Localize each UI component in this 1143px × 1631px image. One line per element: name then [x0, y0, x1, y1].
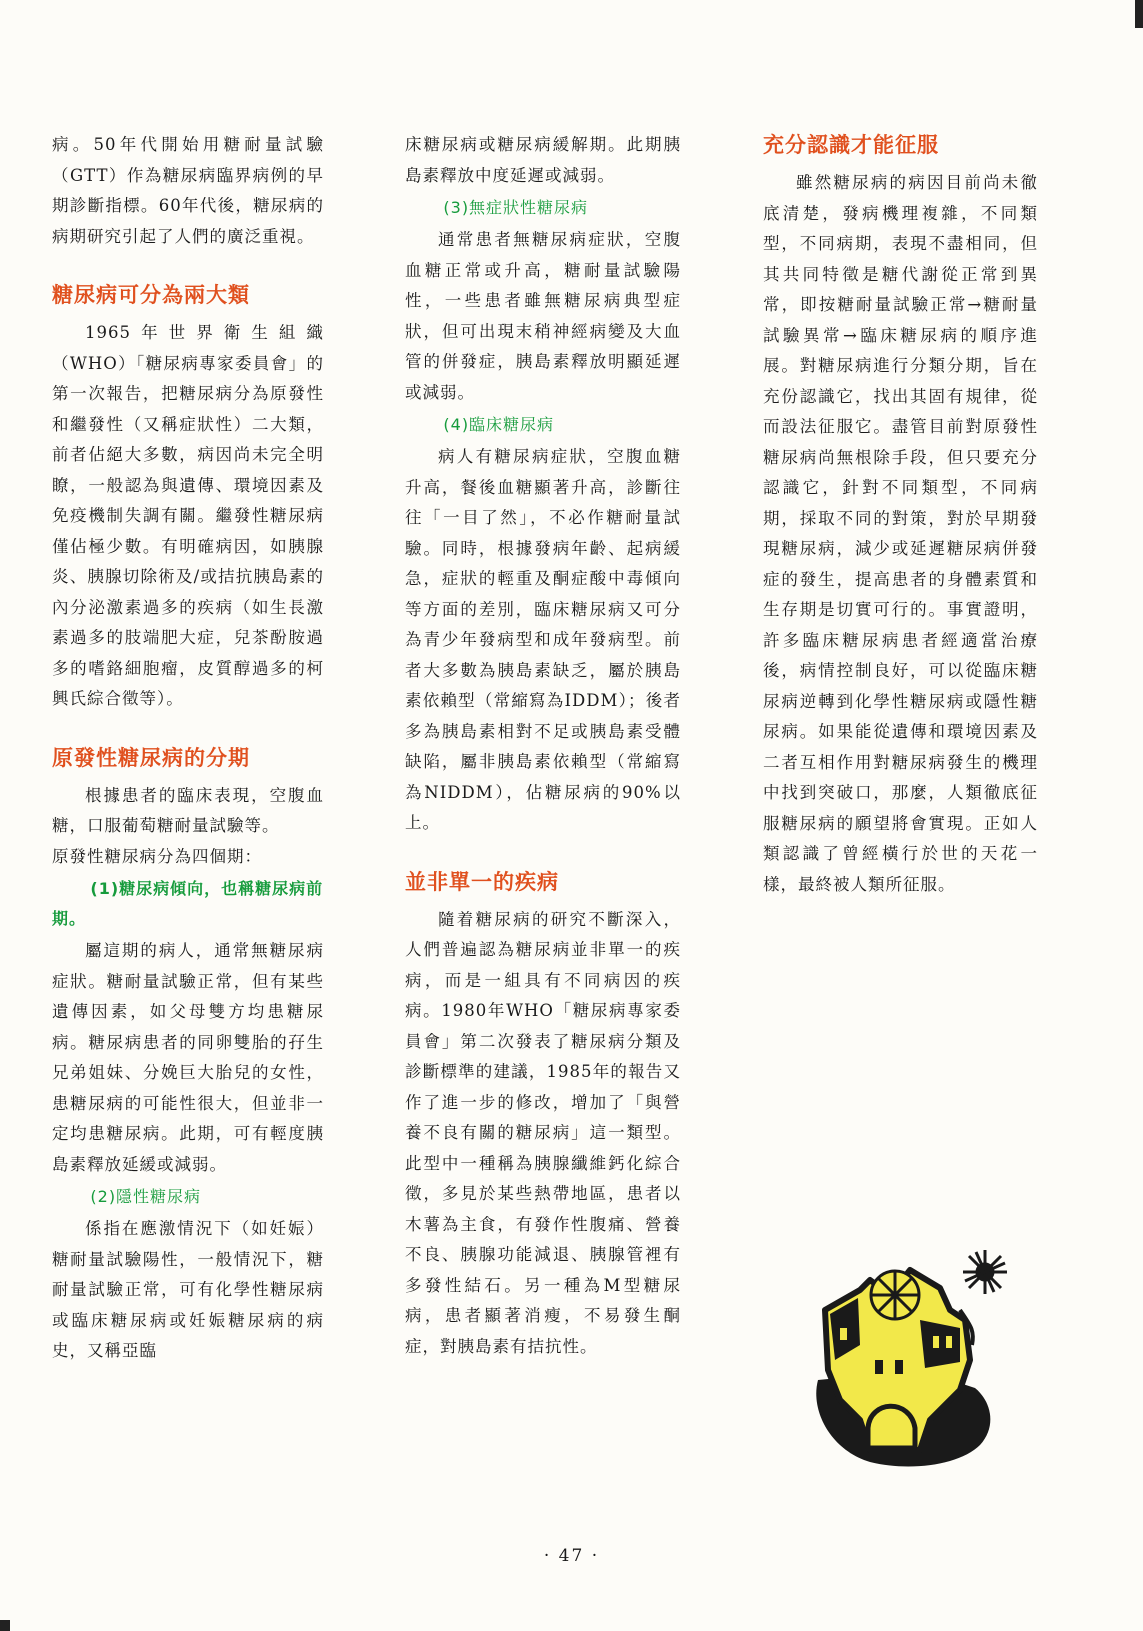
heading-primary-staging: 原發性糖尿病的分期 — [52, 745, 250, 770]
subheading-stage-4: (4)臨床糖尿病 — [443, 415, 555, 434]
heading-understand-to-conquer: 充分認識才能征服 — [763, 133, 939, 157]
scan-corner-mark — [0, 1620, 10, 1631]
paragraph-not-single-disease: 隨着糖尿病的研究不斷深入，人們普遍認為糖尿病並非單一的疾病，而是一組具有不同病因的疾病。1980年WHO「糖尿病專家委員會」第二次發表了糖尿病分類及診斷標準的建議，1985年的報告又作了進一步的修改，增加了「與營養不良有關的糖尿病」這一類型。此型中一種稱為胰腺纖維鈣化綜合徵，多見於某些熱帶地區，患者以木薯為主食，有發作性腹痛、營養不良、胰腺功能減退、胰腺管裡有多發性結石。另一種為M型糖尿病，患者顯著消瘦，不易發生酮症，對胰島素有拮抗性。 — [405, 909, 681, 1356]
heading-not-single-disease: 並非單一的疾病 — [405, 869, 559, 894]
heading-two-categories: 糖尿病可分為兩大類 — [52, 283, 250, 307]
paragraph-stage-2: 係指在應激情況下（如妊娠）糖耐量試驗陽性，一般情況下，糖耐量試驗正常，可有化學性糖尿病或臨床糖尿病或妊娠糖尿病的病史，又稱亞臨 — [52, 1219, 324, 1360]
paragraph-four-stages: 原發性糖尿病分為四個期： — [52, 846, 262, 866]
page-number: · 47 · — [543, 1546, 600, 1566]
intro-paragraph: 病。50年代開始用糖耐量試驗（GTT）作為糖尿病臨界病例的早期診斷指標。60年代後，糖尿病的病期研究引起了人們的廣泛重視。 — [52, 135, 324, 246]
illustration-sun — [963, 1250, 1007, 1294]
paragraph-stage-1: 屬這期的病人，通常無糖尿病症狀。糖耐量試驗正常，但有某些遺傳因素，如父母雙方均患糖尿病。糖尿病患者的同卵雙胎的孖生兄弟姐妹、分娩巨大胎兒的女性，患糖尿病的可能性很大，但並非一定均患糖尿病。此期，可有輕度胰島素釋放延緩或減弱。 — [52, 941, 324, 1174]
paragraph-stage-3: 通常患者無糖尿病症狀，空腹血糖正常或升高，糖耐量試驗陽性，一些患者雖無糖尿病典型症狀，但可出現末稍神經病變及大血管的併發症，胰島素釋放明顯延遲或減弱。 — [405, 230, 681, 402]
subheading-stage-3: (3)無症狀性糖尿病 — [443, 198, 589, 217]
paragraph-stage-4: 病人有糖尿病症狀，空腹血糖升高，餐後血糖顯著升高，診斷往往「一目了然」，不必作糖耐量試驗。同時，根據發病年齡、起病緩急，症狀的輕重及酮症酸中毒傾向等方面的差別，臨床糖尿病又可分為青少年發病型和成年發病型。前者大多數為胰島素缺乏，屬於胰島素依賴型（常縮寫為IDDM）；後者多為胰島素相對不足或胰島素受體缺陷，屬非胰島素依賴型（常縮寫為NIDDM），佔糖尿病的90%以上。 — [405, 447, 681, 832]
paragraph-who-1965: 1965年世界衛生組織（WHO）「糖尿病專家委員會」的第一次報告，把糖尿病分為原發性和繼發性（又稱症狀性）二大類，前者佔絕大多數，病因尚未完全明瞭，一般認為與遺傳、環境因素及免疫機制失調有關。繼發性糖尿病僅佔極少數。有明確病因，如胰腺炎、胰腺切除術及/或拮抗胰島素的內分泌激素過多的疾病（如生長激素過多的肢端肥大症，兒茶酚胺過多的嗜鉻細胞瘤，皮質醇過多的柯興氏綜合徵等）。 — [52, 323, 324, 708]
illustration-wheel — [871, 1271, 919, 1319]
paragraph-understand-to-conquer: 雖然糖尿病的病因目前尚未徹底清楚，發病機理複雜，不同類型，不同病期，表現不盡相同，但其共同特徵是糖代謝從正常到異常，即按糖耐量試驗正常→糖耐量試驗異常→臨床糖尿病的順序進展。對糖尿病進行分類分期，旨在充份認識它，找出其固有規律，從而設法征服它。盡管目前對原發性糖尿病尚無根除手段，但只要充分認識它，針對不同類型，不同病期，採取不同的對策，對於早期發現糖尿病，減少或延遲糖尿病併發症的發生，提高患者的身體素質和生存期是切實可行的。事實證明，許多臨床糖尿病患者經適當治療後，病情控制良好，可以從臨床糖尿病逆轉到化學性糖尿病或隱性糖尿病。如果能從遺傳和環境因素及二者互相作用對糖尿病發生的機理中找到突破口，那麼，人類徹底征服糖尿病的願望將會實現。正如人類認識了曾經橫行於世的天花一樣，最終被人類所征服。 — [763, 173, 1038, 894]
castle-sun-illustration — [800, 1250, 1030, 1470]
subheading-stage-2: (2)隱性糖尿病 — [90, 1187, 202, 1206]
subheading-stage-1: (1)糖尿病傾向，也稱糖尿病前期。 — [52, 879, 324, 928]
column-2 — [405, 130, 681, 1362]
paragraph-clinical-basis: 根據患者的臨床表現，空腹血糖，口服葡萄糖耐量試驗等。 — [52, 785, 324, 835]
column-3 — [763, 130, 1038, 900]
paragraph-stage-2-cont: 床糖尿病或糖尿病緩解期。此期胰島素釋放中度延遲或減弱。 — [405, 135, 681, 185]
scan-edge-mark — [1135, 0, 1143, 28]
column-1 — [52, 130, 324, 1367]
